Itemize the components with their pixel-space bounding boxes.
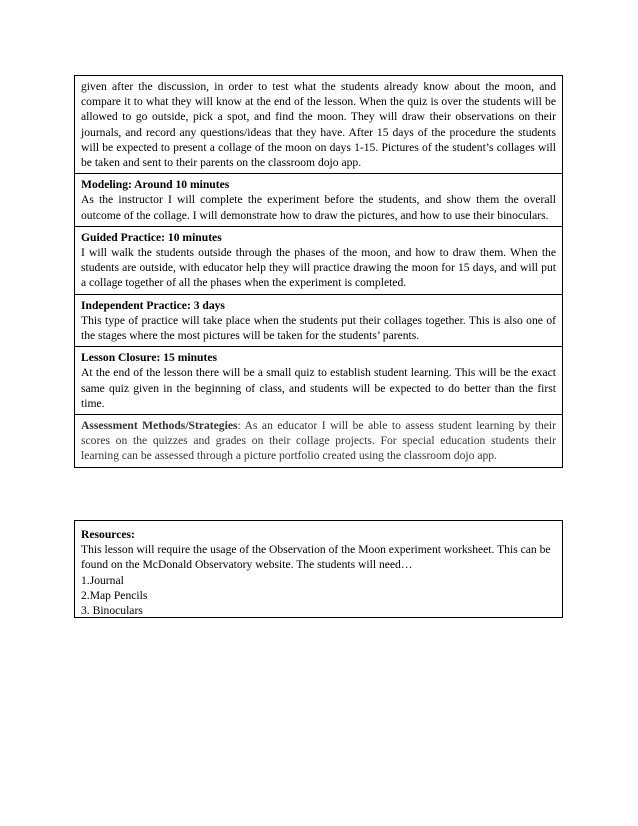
resource-item-binoculars: 3. Binoculars (81, 604, 143, 618)
resources-text: This lesson will require the usage of the Observation of the Moon experiment worksheet. This can be found on the McDonald Observatory website. The students will need… (81, 543, 551, 572)
modeling-cell (75, 174, 562, 227)
lesson-closure-heading: Lesson Closure: 15 minutes (81, 351, 218, 365)
assessment-heading: Assessment Methods/Strategies (81, 419, 238, 433)
lesson-plan-table (74, 75, 563, 468)
resources-box (74, 520, 563, 618)
resource-item-journal: 1.Journal (81, 573, 124, 587)
guided-practice-cell (75, 227, 562, 295)
independent-practice-text: This type of practice will take place when the students put their collages together. This is also one of the stages where the most pictures will be taken for the students’ parents. (81, 313, 556, 343)
modeling-text: As the instructor I will complete the experiment before the students, and show them the overall outcome of the collage. I will demonstrate how to draw the pictures, and how to use their binoculars. (81, 193, 556, 222)
resources-heading: Resources: (81, 528, 135, 541)
lesson-closure-text: At the end of the lesson there will be a small quiz to establish student learning. This will be the exact same quiz given in the beginning of class, and students will be expected to do better than the first time. (81, 366, 556, 410)
modeling-heading: Modeling: Around 10 minutes (81, 178, 230, 192)
lesson-closure-cell (75, 347, 562, 415)
intro-cell (75, 76, 562, 174)
independent-practice-heading: Independent Practice: 3 days (81, 298, 225, 312)
guided-practice-heading: Guided Practice: 10 minutes (81, 230, 222, 244)
guided-practice-text: I will walk the students outside through the phases of the moon, and how to draw them. When the students are outside, with educator help they will practice drawing the moon for 15 days, and will put a collage together of all the phases when the experiment is completed. (81, 246, 556, 290)
assessment-cell (75, 415, 562, 467)
resource-item-map-pencils: 2.Map Pencils (81, 588, 148, 602)
intro-text: given after the discussion, in order to test what the students already know about the moon, and compare it to what they will know at the end of the lesson. When the quiz is over the students will be allowed to go outside, pick a spot, and find the moon. They will draw their observations on their journals, and record any questions/ideas that they have. After 15 days of the procedure the students will be expected to present a collage of the moon on days 1-15. Pictures of the student’s collages will be taken and sent to their parents on the classroom dojo app. (81, 80, 556, 170)
independent-practice-cell (75, 295, 562, 348)
assessment-text: : As an educator I will be able to assess student learning by their scores on the quizzes and grades on their collage projects. For special education students their learning can be assessed through a picture portfolio created using the classroom dojo app. (81, 419, 556, 463)
